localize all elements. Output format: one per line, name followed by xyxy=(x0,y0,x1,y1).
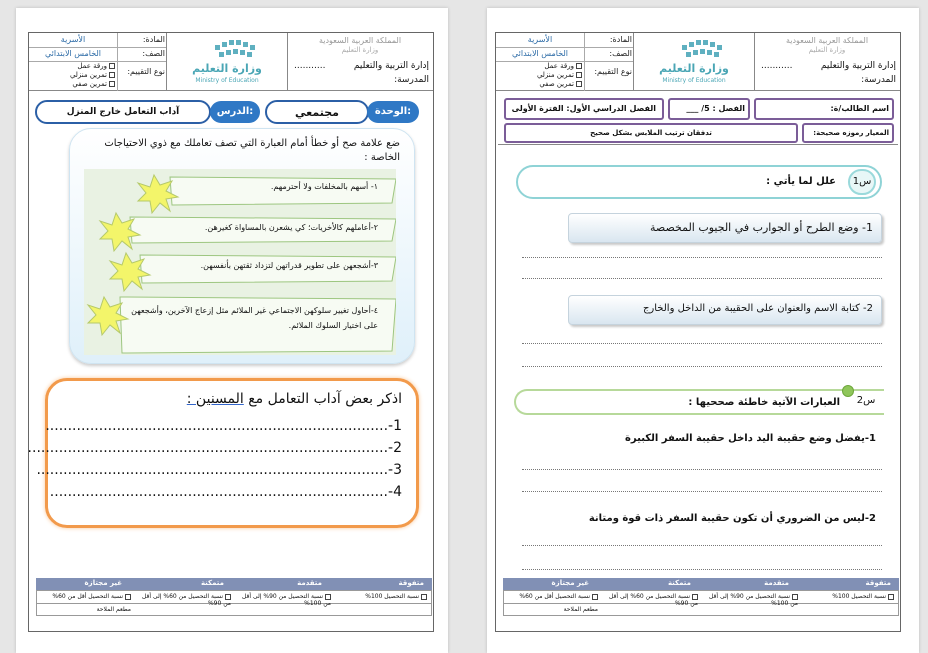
grade-value: الخامس الابتدائي xyxy=(511,49,569,58)
notes-row xyxy=(503,604,899,616)
school-label: المدرسة: xyxy=(861,75,896,85)
checkbox-icon xyxy=(576,63,582,69)
unit-value-box xyxy=(265,100,369,124)
answer-line[interactable] xyxy=(522,257,882,258)
option-worksheet[interactable]: ورقة عمل xyxy=(500,62,582,71)
answer-line[interactable] xyxy=(522,491,882,492)
criterion-2[interactable]: نسبة التحصيل من 90% إلى أقل من 100% xyxy=(241,593,331,607)
answer-line-3[interactable]: 3-............................................................................... xyxy=(36,462,402,478)
criteria-row xyxy=(36,590,432,607)
checkbox-icon xyxy=(109,81,115,87)
criterion-2[interactable]: نسبة التحصيل من 90% إلى أقل من 100% xyxy=(708,593,798,607)
assessment-type-label: نوع التقييم: xyxy=(127,67,165,76)
levels-row xyxy=(503,578,899,590)
criteria-row xyxy=(503,590,899,607)
kingdom-cell xyxy=(754,33,900,91)
admin-label: إدارة التربية والتعليم xyxy=(353,61,429,71)
option-worksheet[interactable]: ورقة عمل xyxy=(33,62,115,71)
term-box xyxy=(504,98,664,120)
level-proficient: متمكنة xyxy=(667,579,691,587)
grade-label: الصف: xyxy=(142,49,165,58)
class-box[interactable] xyxy=(668,98,750,120)
answer-line[interactable] xyxy=(522,366,882,367)
answer-line-2[interactable]: 2-................................................................................. xyxy=(27,440,402,456)
notes-row xyxy=(36,604,432,616)
logo-english: Ministry of Education xyxy=(195,77,259,84)
admin-dots: ........... xyxy=(294,61,326,71)
q1-item-2-text: 2- كتابة الاسم والعنوان على الحقيبة من الداخل والخارج xyxy=(642,303,873,314)
level-failed: غير مجتازة xyxy=(84,579,122,587)
answer-lines xyxy=(27,415,402,503)
q2-badge xyxy=(852,389,880,415)
grade-label: الصف: xyxy=(609,49,632,58)
criterion-1[interactable]: نسبة التحصيل 100% xyxy=(802,593,894,600)
q2-item-2: 2-ليس من الضروري أن تكون حقيبة السفر ذات قوة ومتانة xyxy=(588,513,876,524)
option-classwork[interactable]: تمرين صفي xyxy=(33,80,115,89)
standard-label-box xyxy=(802,123,894,143)
page-frame xyxy=(28,32,434,632)
box-title: اذكر بعض آداب التعامل مع المسنين : xyxy=(186,391,402,407)
q2-item-1: 1-يفضل وضع حقيبة اليد داخل حقيبة السفر الكبيرة xyxy=(625,433,876,444)
lesson-value: آداب التعامل خارج المنزل xyxy=(66,107,180,117)
answer-line[interactable] xyxy=(522,278,882,279)
subject-label: المادة: xyxy=(609,35,632,44)
assessment-footer xyxy=(36,578,432,616)
header-table xyxy=(496,33,900,91)
grade-value: الخامس الابتدائي xyxy=(44,49,102,58)
q2-text: العبارات الآتية خاطئة صححيها : xyxy=(688,397,840,408)
unit-value: مجتمعي xyxy=(295,106,339,119)
elderly-link[interactable]: المسنين : xyxy=(186,391,244,407)
student-name-label: اسم الطالب/ة: xyxy=(830,104,889,113)
elderly-etiquette-box xyxy=(27,378,419,528)
notes-label: مطعم الملاحة xyxy=(96,606,131,613)
exercise-card xyxy=(69,128,415,364)
logo-mark-icon xyxy=(678,39,730,61)
ministry-line: وزارة التعليم xyxy=(808,46,846,54)
kingdom-cell xyxy=(287,33,433,91)
levels-row xyxy=(36,578,432,590)
standard-value-box xyxy=(504,123,798,143)
level-proficient: متمكنة xyxy=(200,579,224,587)
q2-bullet-icon xyxy=(842,385,854,397)
page-frame xyxy=(495,32,901,632)
ministry-logo xyxy=(167,33,287,91)
logo-arabic: وزارة التعليم xyxy=(192,62,262,75)
kingdom-title: المملكة العربية السعودية xyxy=(785,36,869,45)
answer-line[interactable] xyxy=(522,545,882,546)
q1-item-2 xyxy=(568,295,882,325)
admin-dots: ........... xyxy=(761,61,793,71)
option-homework[interactable]: تمرين منزلي xyxy=(500,71,582,80)
q1-item-1 xyxy=(568,213,882,243)
subject-value: الأسرية xyxy=(60,35,86,44)
subject-value: الأسرية xyxy=(527,35,553,44)
assessment-options xyxy=(33,62,115,89)
statement-2: ٢-أعاملهم كالأخريات؛ كي يشعرن بالمساواة كغيرهن. xyxy=(204,223,378,232)
subject-label: المادة: xyxy=(142,35,165,44)
q1-item-1-text: 1- وضع الطرح أو الجوارب في الجيوب المخصصة xyxy=(650,221,873,234)
answer-line-4[interactable]: 4-............................................................................ xyxy=(49,484,402,500)
exercise-instruction: ضع علامة صح أو خطأ أمام العبارة التي تصف تعاملك مع ذوي الاحتياجات الخاصة : xyxy=(104,138,400,163)
assessment-type-label: نوع التقييم: xyxy=(594,67,632,76)
criterion-3[interactable]: نسبة التحصيل من 60% إلى أقل من 90% xyxy=(141,593,231,607)
statements-image xyxy=(84,169,396,355)
q2-header xyxy=(514,389,884,415)
checkbox-icon xyxy=(576,81,582,87)
level-failed: غير مجتازة xyxy=(551,579,589,587)
q1-badge xyxy=(848,169,876,195)
answer-line[interactable] xyxy=(522,469,882,470)
document-page-left xyxy=(16,8,448,653)
unit-label: الوحدة: xyxy=(367,101,419,123)
assessment-options xyxy=(500,62,582,89)
statement-4: ٤-أحاول تغيير سلوكهن الاجتماعي غير الملائم مثل إزعاج الآخرين، وأشجعهن على اختيار السلوك الملائم. xyxy=(131,306,378,330)
notes-label: مطعم الملاحة xyxy=(563,606,598,613)
q1-header xyxy=(516,165,882,199)
school-label: المدرسة: xyxy=(394,75,429,85)
answer-line-1[interactable]: 1-............................................................................. xyxy=(45,418,402,434)
answer-line[interactable] xyxy=(522,343,882,344)
logo-arabic: وزارة التعليم xyxy=(659,62,729,75)
level-excellent: متفوقة xyxy=(865,579,891,587)
criterion-1[interactable]: نسبة التحصيل 100% xyxy=(335,593,427,600)
criterion-4[interactable]: نسبة التحصيل أقل من 60% xyxy=(506,593,598,600)
checkbox-icon xyxy=(109,63,115,69)
option-homework[interactable]: تمرين منزلي xyxy=(33,71,115,80)
criterion-4[interactable]: نسبة التحصيل أقل من 60% xyxy=(39,593,131,600)
q1-label: س1 xyxy=(852,176,872,187)
q2-label: س2 xyxy=(856,395,876,406)
admin-label: إدارة التربية والتعليم xyxy=(820,61,896,71)
subject-cell xyxy=(29,33,167,91)
lesson-value-box xyxy=(35,100,211,124)
class-label: الفصل : 5/ ___ xyxy=(686,104,745,113)
standard-label: المعيار رموزه صحيحة: xyxy=(813,129,889,137)
option-classwork[interactable]: تمرين صفي xyxy=(500,80,582,89)
document-page-right xyxy=(487,8,919,653)
logo-english: Ministry of Education xyxy=(662,77,726,84)
standard-value: تدفقان ترتيب الملابس بشكل صحيح xyxy=(590,129,712,137)
statement-1: ١- أسهم بالمخلفات ولا أحترمهم. xyxy=(270,182,378,191)
assessment-footer xyxy=(503,578,899,616)
level-excellent: متفوقة xyxy=(398,579,424,587)
logo-mark-icon xyxy=(211,39,263,61)
answer-line[interactable] xyxy=(522,569,882,570)
statement-3: ٣-أشجعهن على تطوير قدراتهن لتزداد ثقتهن بأنفسهن. xyxy=(200,261,378,270)
subject-cell xyxy=(496,33,634,91)
q1-text: علل لما يأتي : xyxy=(766,176,836,187)
level-advanced: متقدمة xyxy=(297,579,322,587)
checkbox-icon xyxy=(109,72,115,78)
header-table xyxy=(29,33,433,91)
student-info xyxy=(498,95,898,145)
criterion-3[interactable]: نسبة التحصيل من 60% إلى أقل من 90% xyxy=(608,593,698,607)
term-label: الفصل الدراسي الأول: الفترة الأولى xyxy=(511,104,656,113)
student-name-box[interactable] xyxy=(754,98,894,120)
level-advanced: متقدمة xyxy=(764,579,789,587)
ministry-logo xyxy=(634,33,754,91)
ministry-line: وزارة التعليم xyxy=(341,46,379,54)
kingdom-title: المملكة العربية السعودية xyxy=(318,36,402,45)
checkbox-icon xyxy=(576,72,582,78)
lesson-label: الدرس: xyxy=(210,101,260,123)
